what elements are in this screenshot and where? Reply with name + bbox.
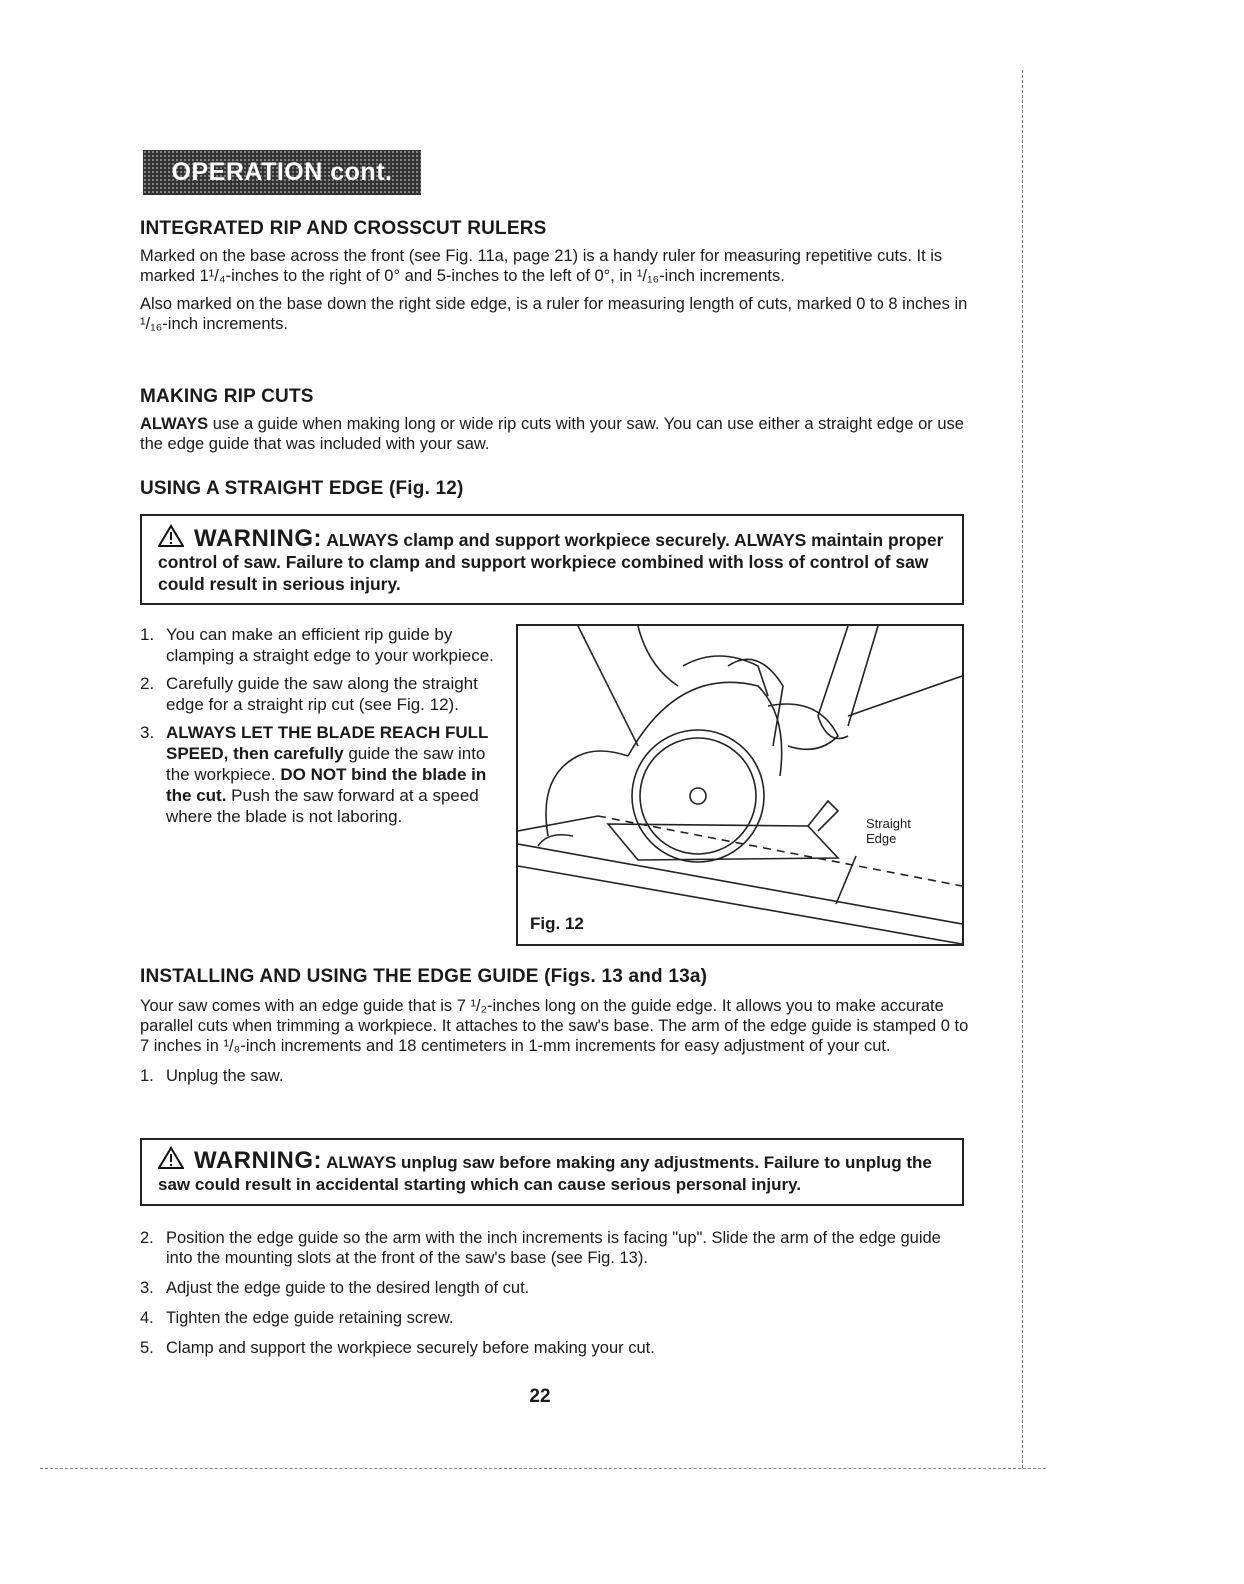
rip-cuts-paragraph (140, 414, 970, 454)
rip-cuts-text: use a guide when making long or wide rip cuts with your saw. You can use either a straight edge or use the edge guide that was included with your saw. (140, 415, 964, 453)
warning-title: WARNING: (194, 1147, 322, 1174)
section-banner: OPERATION cont. (143, 150, 421, 195)
crop-line-vertical (1022, 70, 1023, 1468)
list-item: 3. Adjust the edge guide to the desired length of cut. (140, 1279, 530, 1297)
warning-title: WARNING: (194, 525, 322, 552)
warning-triangle-icon (158, 524, 184, 548)
edge-guide-steps (140, 1228, 970, 1365)
warning-text: ALWAYS unplug saw before making any adjustments. Failure to unplug the saw could result in accidental starting which can cause serious personal injury. (158, 1153, 932, 1194)
list-item: 4. Tighten the edge guide retaining screw. (140, 1309, 454, 1327)
list-item: 2. Position the edge guide so the arm with the inch increments is facing "up". Slide the arm of the edge guide into the mounting slots at the front of the saw's base (see Fig. 13). (140, 1229, 941, 1267)
rip-cuts-heading: MAKING RIP CUTS (140, 386, 314, 407)
crop-line-horizontal (40, 1468, 1046, 1469)
rulers-heading: INTEGRATED RIP AND CROSSCUT RULERS (140, 218, 547, 239)
edge-guide-paragraph: Your saw comes with an edge guide that is 7 ¹/₂-inches long on the guide edge. It allows you to make accurate parallel cuts when trimming a workpiece. It attaches to the saw's base. The arm of the edge guide is stamped 0 to 7 inches in ¹/₈-inch increments and 18 centimeters in 1-mm increments for easy adjustment of your cut. (140, 997, 969, 1055)
straight-edge-section (140, 478, 970, 500)
straight-edge-steps (140, 624, 500, 834)
straight-edge-heading: USING A STRAIGHT EDGE (Fig. 12) (140, 478, 464, 499)
list-item: 3. ALWAYS LET THE BLADE REACH FULL SPEED, then carefully guide the saw into the workpiece. DO NOT bind the blade in the cut. Push the saw forward at a speed where the blade is not laboring. (140, 723, 489, 826)
figure-callout: Straight Edge (866, 816, 911, 846)
rip-cuts-lead: ALWAYS (140, 415, 209, 433)
list-item: 1. Unplug the saw. (140, 1067, 284, 1085)
edge-guide-section (140, 966, 970, 1093)
list-item: 2. Carefully guide the saw along the straight edge for a straight rip cut (see Fig. 12). (140, 674, 478, 714)
rulers-paragraph-1: Marked on the base across the front (see Fig. 11a, page 21) is a handy ruler for measuring repetitive cuts. It is marked 1¹/₄-inches to the right of 0° and 5-inches to the left of 0°, in ¹/₁₆-inch increments. (140, 247, 943, 285)
list-item: 1. You can make an efficient rip guide by clamping a straight edge to your workpiece. (140, 625, 494, 665)
rip-cuts-section (140, 386, 970, 454)
edge-guide-heading: INSTALLING AND USING THE EDGE GUIDE (Figs. 13 and 13a) (140, 966, 708, 987)
figure-label: Fig. 12 (530, 914, 584, 933)
rulers-section (140, 218, 970, 334)
warning-triangle-icon (158, 1146, 184, 1170)
warning-box-straight-edge (140, 514, 964, 605)
rulers-paragraph-2: Also marked on the base down the right side edge, is a ruler for measuring length of cuts, marked 0 to 8 inches in ¹/₁₆-inch increments. (140, 295, 968, 333)
figure-12 (516, 624, 964, 946)
warning-box-edge-guide (140, 1138, 964, 1206)
page-number: 22 (529, 1386, 551, 1407)
list-item: 5. Clamp and support the workpiece securely before making your cut. (140, 1339, 655, 1357)
warning-text: ALWAYS clamp and support workpiece securely. ALWAYS maintain proper control of saw. Failure to clamp and support workpiece combined with loss of control of saw could result in serious injury. (158, 530, 944, 594)
circular-saw-illustration (518, 626, 962, 944)
